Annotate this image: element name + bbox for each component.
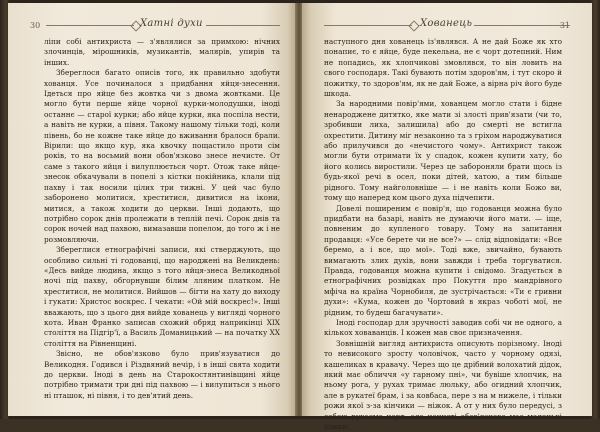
header-rule [46,25,134,26]
paragraph: За народними повір'ями, хованцем могло стати і бідне ненароджене дитятко, яке мати зі злості прив'язати (чи то, зробивши лиха, залишила) або до смерті не встигла охрестити. Дитину міг незаконно та з гріхом народжуватися або прилучився до «нечистого чому». Антихрист також могли бути отримати їх у спадок, кожен купити хату, бо його колись виростили. Через це забороняли брати щось із будь-якої речі в осел, поки дітей, хатою, а тим більше рідного. Тому найголовніше — і не навіть коли Божо ви, тому що наперед ком цього духа підчепити. [324,99,562,203]
paragraph: Довелі поширеним є повір'я, що годованця можна було придбати на базарі, навіть не думаючи його мати. — іще, повненим до купленого товару. Тому на запитання продавця: «Усе берете чи не все?» — слід відповідати: «Все беремо, а і все, що мої». Тоді вже, звичайно, бувають вимагають злих духів, вони завжди і треба торгуватися. Правда, годованця можна купити і свідомо. Згадується в етнографічних розвідках про Покуття про мандрівного мфіча на країна Чорнобиля, де зустрічається: «Ти є гривни духи»: «Кума, кожен до Чортовий в якраз чоботі мої, не рідним, то будеш багачувати». [324,203,562,317]
left-running-title: Хатні духи [140,18,203,29]
paragraph: Збереглося багато описів того, як правильно здобути хованця. Усе починалося з придбання яйця-знесення. Ідеться про яйце без жовтка чи з двома жовтками. Це могло бути перше яйце чорної курки-молодушки, іноді останнє — старої курки; або яйце курки, яка поспіла нести, а навіть не курки, а півня. Такому нашому тільки тоді, коли півень, бо не кожне таке яйце до вживання бралося брали. Вірили: що якщо кур, яка квочку пощастило проти сім років, то на восьмий вони обов'язково знесе нечисте. От саме з такого яйця і вилуплюється чорт. Отож таке яйце-знесок обкачували в попелі з кістки покійника, клали під пахву і так носили цілих три тижні. У цей час було заборонено молитися, хреститися, дивитися на ікони, митися, а також ходити до церкви. Інші додають, що потрібно сорок днів пролежати в теплій печі. Сорок днів та сорок ночей над пахвою, вимазавши попелом, до того ж і не розмовляючи. [44,68,280,244]
paragraph: наступного дня хованець із'являвся. А не дай Боже як хто понапиє, то є яйце, буде пекельна, не є чорт дотепний. Ним не попадись, як хлопчикові змовлявся, то він ловить на свого господаря. Такі бувають потім здоров'ям, і тут скоро й пожитку, то здоров'ям, як не дай Боже, а вірна річ його буде шкода. [324,37,562,99]
header-rule [474,25,570,26]
right-page-header [302,15,592,31]
paragraph: ліпи собі антихриста — з'являлися за примхою: нічних злочинців, мірошників, музикантів, малярів, упирів та інших. [44,37,280,67]
header-rule [206,25,280,26]
paragraph: Зовнішній вигляд антихриста описують порізному. Іноді то невисокого зросту чоловічок, часто у чорному одязі, кашеликах в кравачу. Через що це дрібний волохатий дідок, який має обличчя «у гарному пні», чи бувіше хлопчик, на ньому рога, у рухах тримає люльку, або огидний хлопчик, але в рукатеї брам, і за ковбаса, пере з на м нижеле, і тільки рожи якої з-за кінчики — ніжок. А от у них було передусі, з собою рухаємо чорт, але нечисті обов'язково має маленькі ріжки. [324,338,562,432]
right-page [302,3,592,432]
right-running-title: Хованець [420,18,473,29]
paragraph: Іноді господар для зручності заводив собі чи не одного, а кількох ховаванців. І кожен мав своє призначення. [324,317,562,338]
right-body-text [324,37,562,432]
left-page-number: 30 [30,21,41,30]
header-rule [324,25,412,26]
diamond-ornament-icon [408,20,419,31]
paragraph: Звісно, не обов'язково було прив'язуватися до Великодня. Годився і Різдвяний вечір, і в інші свята ходити до церкви. Іноді в день на Старокостянтинівщині яйце потрібно тримати три дні під пахвою — і вилупиться з нього ні пташок, ні півня, і то дев'ятий день. [44,349,280,400]
paragraph: Збереглися етнографічні записи, які стверджують, що особливо сильні ті годованці, що народжені на Великдень: «Десь вийде людина, якщо з того яйця-знеса Великодньої ночі під пахву, обгорнувши білим лляним платком. Не хреститися, не молитися. Вийшов — бігти на хату до виходу і гукати: Христос воскрес. І чекати: «Ой мій воскрес!». Інші вважають, що з цього дня вийде хованець у вигляді чорного кота. Иван Франко записав схожий обряд наприкінці XIX століття на Підгір'ї, а Василь Доманицький — на початку XX століття на Рівненщині. [44,245,280,348]
left-page-header [8,15,296,31]
left-page [8,3,296,416]
left-body-text [44,37,280,416]
right-page-number: 31 [559,21,570,30]
